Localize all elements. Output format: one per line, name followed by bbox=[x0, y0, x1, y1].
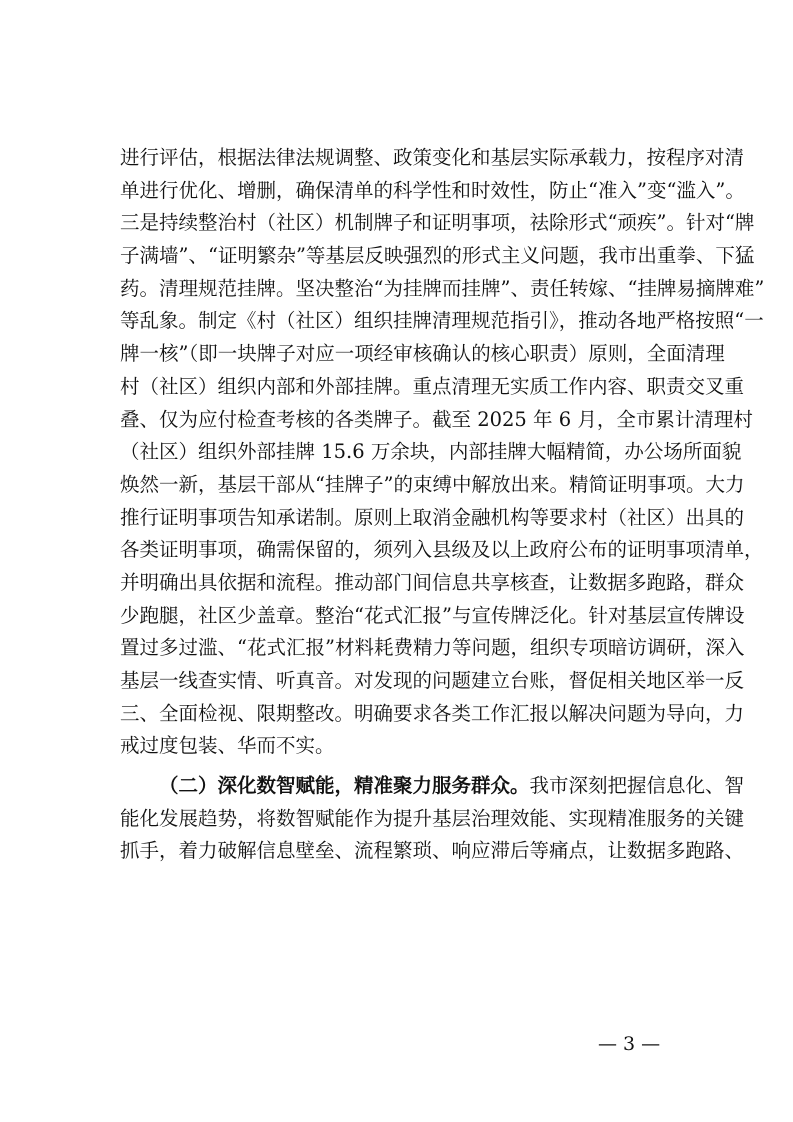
paragraph bbox=[120, 142, 765, 763]
text-line: 叠、仅为应付检查考核的各类牌子。截至 2025 年 6 月，全市累计清理村 bbox=[120, 407, 753, 431]
text-line: 村（社区）组织内部和外部挂牌。重点清理无实质工作内容、职责交叉重 bbox=[120, 374, 745, 398]
text-line: 进行评估，根据法律法规调整、政策变化和基层实际承载力，按程序对清 bbox=[120, 146, 745, 169]
text-run: 我市深刻把握信息化、智 bbox=[529, 774, 745, 798]
paragraph bbox=[120, 770, 745, 868]
text-line: 药。清理规范挂牌。坚决整治“为挂牌而挂牌”、责任转嫁、“挂牌易摘牌难” bbox=[120, 276, 765, 300]
text-line: 子满墙”、“证明繁杂”等基层反映强烈的形式主义问题，我市出重拳、下猛 bbox=[120, 244, 755, 268]
text-line: 并明确出具依据和流程。推动部门间信息共享核查，让数据多跑路，群众 bbox=[120, 570, 745, 594]
text-line: 推行证明事项告知承诺制。原则上取消金融机构等要求村（社区）出具的 bbox=[120, 505, 745, 529]
text-line: 基层一线查实情、听真音。对发现的问题建立台账，督促相关地区举一反 bbox=[120, 669, 745, 692]
page-number: — 3 — bbox=[598, 1033, 661, 1055]
text-line: 牌一核”（即一块牌子对应一项经审核确认的核心职责）原则，全面清理 bbox=[120, 342, 725, 366]
text-line: 三、全面检视、限期整改。明确要求各类工作汇报以解决问题为导向，力 bbox=[120, 701, 745, 725]
text-line: 能化发展趋势，将数智赋能作为提升基层治理效能、实现精准服务的关键 bbox=[120, 806, 745, 830]
text-line bbox=[120, 770, 745, 803]
text-line: 三是持续整治村（社区）机制牌子和证明事项，祛除形式“顽疾”。针对“牌 bbox=[120, 211, 755, 235]
text-line: 戒过度包装、华而不实。 bbox=[120, 734, 335, 758]
text-line: 单进行优化、增删，确保清单的科学性和时效性，防止“准入”变“滥入”。 bbox=[120, 178, 745, 202]
paragraph-gap bbox=[120, 763, 680, 770]
text-line: 少跑腿，社区少盖章。整治“花式汇报”与宣传牌泛化。针对基层宣传牌设 bbox=[120, 603, 745, 627]
text-line: 焕然一新，基层干部从“挂牌子”的束缚中解放出来。精简证明事项。大力 bbox=[120, 472, 745, 496]
section-heading: （二）深化数智赋能，精准聚力服务群众。 bbox=[159, 774, 530, 798]
text-line: 抓手，着力破解信息壁垒、流程繁琐、响应滞后等痛点，让数据多跑路、 bbox=[120, 839, 745, 863]
text-line: 等乱象。制定《村（社区）组织挂牌清理规范指引》，推动各地严格按照“一 bbox=[120, 309, 764, 333]
text-line: （社区）组织外部挂牌 15.6 万余块，内部挂牌大幅精简，办公场所面貌 bbox=[120, 440, 742, 464]
text-line: 置过多过滥、“花式汇报”材料耗费精力等问题，组织专项暗访调研，深入 bbox=[120, 636, 745, 660]
document-body bbox=[120, 142, 765, 868]
text-line: 各类证明事项，确需保留的，须列入县级及以上政府公布的证明事项清单， bbox=[120, 538, 764, 562]
